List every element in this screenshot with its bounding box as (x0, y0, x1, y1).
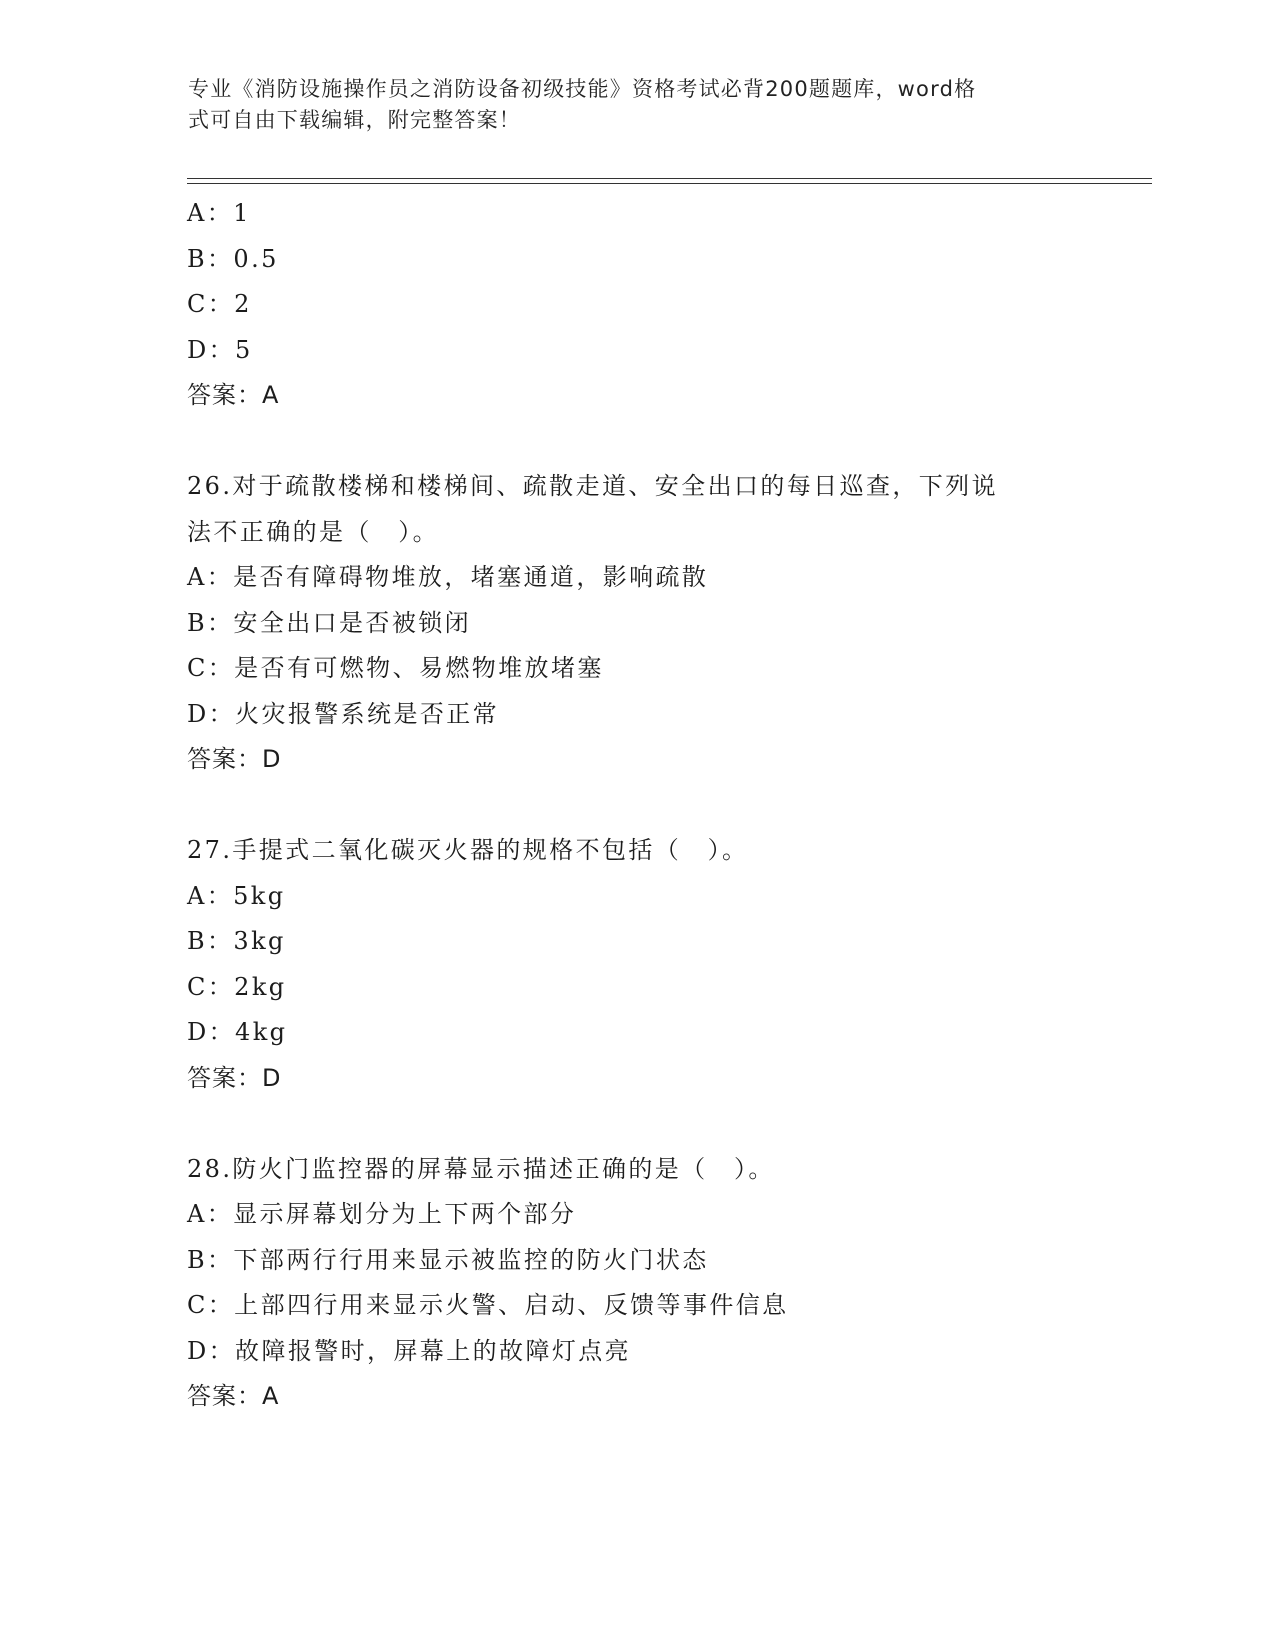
option-b: B：3kg (187, 927, 286, 955)
option-a: A：是否有障碍物堆放，堵塞通道，影响疏散 (187, 563, 709, 591)
option-c: C：上部四行用来显示火警、启动、反馈等事件信息 (187, 1291, 789, 1319)
option-b: B：下部两行行用来显示被监控的防火门状态 (187, 1245, 709, 1274)
question-stem: 27.手提式二氧化碳灭火器的规格不包括（ ）。 (187, 836, 749, 864)
question-28 (187, 1147, 1087, 1420)
option-d: D：故障报警时，屏幕上的故障灯点亮 (187, 1336, 632, 1365)
option-a: A：1 (187, 199, 251, 227)
question-stem: 28.防火门监控器的屏幕显示描述正确的是（ ）。 (187, 1154, 775, 1183)
header-title-line-1: 专业《消防设施操作员之消防设备初级技能》资格考试必背200题题库，word格 (188, 77, 977, 101)
option-c: C：2 (187, 290, 252, 318)
answer: 答案：A (187, 1382, 280, 1410)
question-list (187, 191, 1087, 1420)
option-d: D：火灾报警系统是否正常 (187, 699, 500, 728)
option-a: A：5kg (187, 881, 286, 910)
option-d: D：5 (187, 335, 253, 364)
spacer (187, 419, 1087, 465)
header-divider-bottom (187, 183, 1152, 184)
option-d: D：4kg (187, 1018, 288, 1046)
answer: 答案：D (187, 745, 282, 773)
document-header (188, 74, 1068, 136)
question-25 (187, 191, 1087, 419)
option-b: B：安全出口是否被锁闭 (187, 608, 472, 637)
question-stem-line-1: 26.对于疏散楼梯和楼梯间、疏散走道、安全出口的每日巡查，下列说 (187, 472, 998, 500)
question-stem-line-2: 法不正确的是（ ）。 (187, 517, 439, 546)
answer: 答案：A (187, 381, 280, 409)
option-a: A：显示屏幕划分为上下两个部分 (187, 1200, 577, 1228)
spacer (187, 783, 1087, 829)
option-c: C：是否有可燃物、易燃物堆放堵塞 (187, 654, 604, 682)
question-27 (187, 828, 1087, 1101)
option-c: C：2kg (187, 972, 287, 1001)
option-b: B：0.5 (187, 244, 279, 273)
header-title-line-2: 式可自由下载编辑，附完整答案！ (188, 108, 521, 132)
header-divider-top (187, 178, 1152, 179)
question-26 (187, 464, 1087, 783)
spacer (187, 1101, 1087, 1147)
answer: 答案：D (187, 1063, 282, 1092)
